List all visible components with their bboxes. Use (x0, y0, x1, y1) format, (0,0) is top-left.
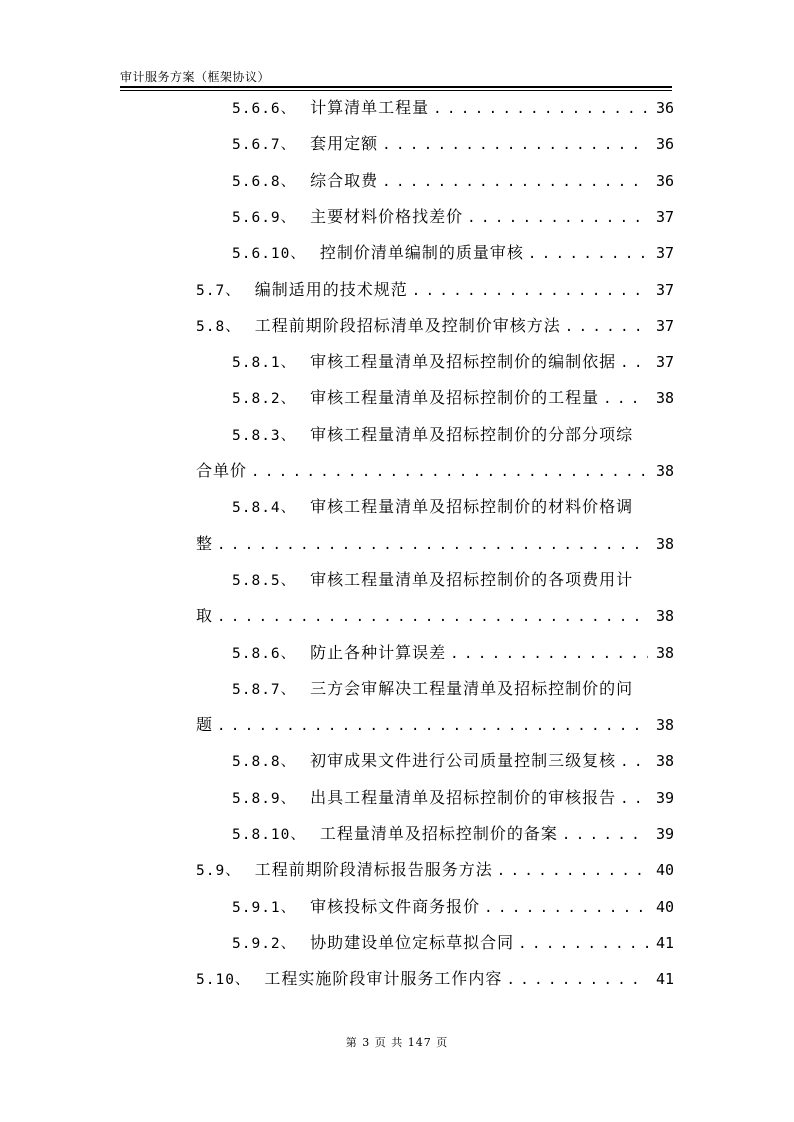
toc-page-number: 36 (655, 99, 674, 117)
toc-leader-dots (620, 789, 648, 809)
toc-leader-dots (620, 353, 648, 373)
toc-page-number: 41 (655, 970, 674, 989)
toc-title-continued: 题 (196, 715, 214, 735)
toc-title: 审核工程量清单及招标控制价的编制依据 (310, 352, 617, 372)
toc-number: 5.8.2、 (232, 391, 297, 408)
toc-number: 5.8.7、 (232, 681, 297, 698)
toc-page-number: 38 (655, 607, 674, 626)
toc-leader-dots (412, 281, 648, 301)
toc-page-number: 38 (655, 643, 674, 662)
toc-leader-dots (603, 389, 648, 409)
toc-leader-dots (217, 535, 648, 555)
toc-leader-dots (217, 607, 648, 627)
toc-title: 协助建设单位定标草拟合同 (310, 932, 515, 952)
toc-leader-dots (620, 752, 648, 772)
toc-title: 审核工程量清单及招标控制价的工程量 (310, 388, 600, 408)
toc-leader-dots (467, 208, 648, 228)
toc-leader-dots (506, 970, 648, 990)
toc-leader-dots (528, 244, 648, 264)
toc-leader-dots (565, 317, 648, 337)
toc-page-number: 39 (655, 788, 674, 807)
toc-number: 5.9.1、 (232, 899, 297, 916)
toc-title: 工程实施阶段审计服务工作内容 (264, 969, 503, 989)
running-header: 审计服务方案（框架协议） (120, 70, 271, 84)
toc-number: 5.7、 (196, 282, 241, 299)
toc-leader-dots (484, 898, 648, 918)
toc-page-number: 40 (655, 861, 674, 880)
toc-page-number: 38 (655, 389, 674, 408)
toc-title: 控制价清单编制的质量审核 (319, 243, 524, 263)
toc-number: 5.8.4、 (232, 500, 297, 517)
toc-page-number: 38 (655, 752, 674, 771)
toc-number: 5.8.6、 (232, 645, 297, 662)
toc-number: 5.6.7、 (232, 137, 297, 154)
toc-title: 审核工程量清单及招标控制价的材料价格调 (310, 497, 634, 517)
toc-title: 防止各种计算误差 (310, 642, 447, 662)
toc-number: 5.10、 (196, 972, 251, 989)
toc-page-number: 41 (655, 933, 674, 952)
toc-page-number: 37 (655, 280, 674, 299)
toc-number: 5.8.9、 (232, 790, 297, 807)
toc-page-number: 37 (655, 353, 674, 372)
toc-title: 工程前期阶段招标清单及控制价审核方法 (254, 315, 561, 335)
toc-title: 出具工程量清单及招标控制价的审核报告 (310, 787, 617, 807)
toc-leader-dots (217, 716, 648, 736)
toc-page-number: 38 (655, 716, 674, 735)
toc-title: 套用定额 (310, 134, 379, 154)
toc-number: 5.9.2、 (232, 935, 297, 952)
toc-number: 5.6.10、 (232, 246, 306, 263)
toc-number: 5.8.10、 (232, 827, 306, 843)
toc-number: 5.8.8、 (232, 754, 297, 771)
toc-title: 编制适用的技术规范 (254, 279, 408, 299)
toc-page-number: 36 (655, 135, 674, 154)
toc-title: 审核工程量清单及招标控制价的各项费用计 (310, 569, 634, 589)
toc-title: 三方会审解决工程量清单及招标控制价的问 (310, 678, 634, 698)
toc-page-number: 37 (655, 207, 674, 226)
toc-leader-dots (433, 99, 648, 119)
toc-number: 5.8.3、 (232, 427, 297, 444)
page-footer: 第 3 页 共 147 页 (345, 1036, 449, 1049)
toc-number: 5.8.1、 (232, 355, 297, 372)
toc-page-number: 37 (655, 316, 674, 335)
toc-title-continued: 合单价 (196, 460, 248, 480)
toc-number: 5.9、 (196, 863, 241, 880)
toc-title: 审核工程量清单及招标控制价的分部分项综 (310, 424, 634, 444)
toc-title: 工程量清单及招标控制价的备案 (319, 824, 558, 843)
toc-title: 初审成果文件进行公司质量控制三级复核 (310, 751, 617, 771)
toc-leader-dots (518, 934, 648, 954)
toc-leader-dots (497, 861, 648, 881)
toc-leader-dots (450, 644, 648, 664)
toc-number: 5.6.9、 (232, 209, 297, 226)
toc-number: 5.8.5、 (232, 572, 297, 589)
toc-page-number: 38 (655, 534, 674, 553)
toc-title: 计算清单工程量 (310, 98, 430, 117)
toc-title: 审核投标文件商务报价 (310, 896, 481, 916)
toc-leader-dots (382, 172, 648, 192)
toc-title-continued: 取 (196, 606, 214, 626)
toc-number: 5.8、 (196, 318, 241, 335)
toc-title: 综合取费 (310, 170, 379, 190)
toc-leader-dots (562, 825, 648, 845)
toc-page-number: 40 (655, 897, 674, 916)
toc-leader-dots (382, 135, 648, 155)
header-rule-thick (120, 86, 672, 88)
toc-page-number: 38 (655, 461, 674, 480)
toc-number: 5.6.6、 (232, 101, 297, 117)
toc-title: 主要材料价格找差价 (310, 206, 464, 226)
toc-page-number: 39 (655, 825, 674, 843)
toc-page-number: 37 (655, 244, 674, 263)
toc-title: 工程前期阶段清标报告服务方法 (254, 860, 493, 880)
toc-number: 5.6.8、 (232, 173, 297, 190)
header-rule-thin (120, 90, 672, 91)
toc-page-number: 36 (655, 171, 674, 190)
toc-leader-dots (251, 462, 648, 482)
toc-title-continued: 整 (196, 533, 214, 553)
